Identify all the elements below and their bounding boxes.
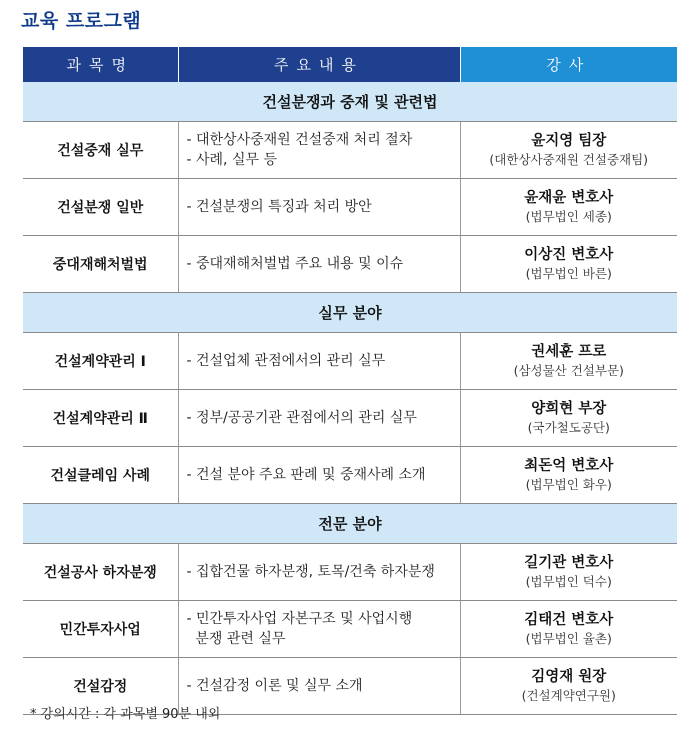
- instructor-name: 양희현 부장: [531, 401, 607, 417]
- table-row: [23, 179, 677, 236]
- instructor-cell: [460, 544, 677, 601]
- program-table: [23, 47, 677, 715]
- course-content: [178, 544, 460, 601]
- instructor-name: 윤재윤 변호사: [524, 190, 614, 206]
- header-instructor: 강사: [460, 47, 677, 82]
- table-row: [23, 447, 677, 504]
- course-name: 건설계약관리 Ⅰ: [23, 333, 178, 390]
- instructor-name: 길기관 변호사: [524, 555, 614, 571]
- course-name: 건설클레임 사례: [23, 447, 178, 504]
- course-content: [178, 236, 460, 293]
- course-name: 건설감정: [23, 658, 178, 715]
- instructor-affiliation: (법무법인 덕수): [525, 574, 612, 589]
- section-title: 전문 분야: [23, 504, 677, 544]
- content-line: - 정부/공공기관 관점에서의 관리 실무: [186, 410, 417, 426]
- course-name: 건설분쟁 일반: [23, 179, 178, 236]
- instructor-cell: [460, 179, 677, 236]
- instructor-affiliation: (법무법인 화우): [525, 477, 612, 492]
- instructor-affiliation: (국가철도공단): [527, 420, 610, 435]
- instructor-cell: [460, 601, 677, 658]
- course-name: 건설공사 하자분쟁: [23, 544, 178, 601]
- instructor-affiliation: (대한상사중재원 건설중재팀): [489, 152, 649, 167]
- content-line: 분쟁 관련 실무: [186, 631, 286, 647]
- course-name: 민간투자사업: [23, 601, 178, 658]
- table-row: [23, 390, 677, 447]
- course-name: 건설계약관리 Ⅱ: [23, 390, 178, 447]
- instructor-name: 권세훈 프로: [531, 344, 607, 360]
- table-row: [23, 544, 677, 601]
- instructor-affiliation: (법무법인 율촌): [525, 631, 612, 646]
- table-header-row: [23, 47, 677, 82]
- instructor-affiliation: (법무법인 바른): [525, 266, 612, 281]
- instructor-name: 김영재 원장: [531, 669, 607, 685]
- instructor-cell: [460, 447, 677, 504]
- header-course-name: 과목명: [23, 47, 178, 82]
- page-title: 교육 프로그램: [21, 10, 142, 32]
- section-row: [23, 82, 677, 122]
- content-line: - 건설감정 이론 및 실무 소개: [186, 678, 363, 694]
- section-row: [23, 293, 677, 333]
- footnote: * 강의시간 : 각 과목별 90분 내외: [30, 707, 221, 722]
- course-content: [178, 601, 460, 658]
- course-content: [178, 390, 460, 447]
- instructor-cell: [460, 658, 677, 715]
- table-row: [23, 601, 677, 658]
- content-line: - 사례, 실무 등: [186, 152, 277, 168]
- content-line: - 집합건물 하자분쟁, 토목/건축 하자분쟁: [186, 564, 435, 580]
- course-name: 중대재해처벌법: [23, 236, 178, 293]
- course-content: [178, 122, 460, 179]
- content-line: - 중대재해처벌법 주요 내용 및 이슈: [186, 256, 404, 272]
- section-title: 건설분쟁과 중재 및 관련법: [23, 82, 677, 122]
- course-content: [178, 447, 460, 504]
- section-row: [23, 504, 677, 544]
- content-line: - 건설업체 관점에서의 관리 실무: [186, 353, 386, 369]
- table-row: [23, 333, 677, 390]
- instructor-affiliation: (건설계약연구원): [521, 688, 616, 703]
- course-content: [178, 333, 460, 390]
- instructor-cell: [460, 122, 677, 179]
- instructor-name: 이상진 변호사: [524, 247, 614, 263]
- instructor-affiliation: (법무법인 세종): [525, 209, 612, 224]
- instructor-affiliation: (삼성물산 건설부문): [513, 363, 624, 378]
- table-row: [23, 122, 677, 179]
- content-line: - 민간투자사업 자본구조 및 사업시행: [186, 611, 413, 627]
- course-content: [178, 179, 460, 236]
- header-main-content: 주요내용: [178, 47, 460, 82]
- instructor-name: 김태건 변호사: [524, 612, 614, 628]
- instructor-name: 최돈억 변호사: [524, 458, 614, 474]
- section-title: 실무 분야: [23, 293, 677, 333]
- content-line: - 건설 분야 주요 판례 및 중재사례 소개: [186, 467, 426, 483]
- course-name: 건설중재 실무: [23, 122, 178, 179]
- instructor-cell: [460, 333, 677, 390]
- instructor-cell: [460, 390, 677, 447]
- content-line: - 대한상사중재원 건설중재 처리 절차: [186, 132, 413, 148]
- content-line: - 건설분쟁의 특징과 처리 방안: [186, 199, 372, 215]
- table-row: [23, 236, 677, 293]
- instructor-cell: [460, 236, 677, 293]
- instructor-name: 윤지영 팀장: [531, 133, 607, 149]
